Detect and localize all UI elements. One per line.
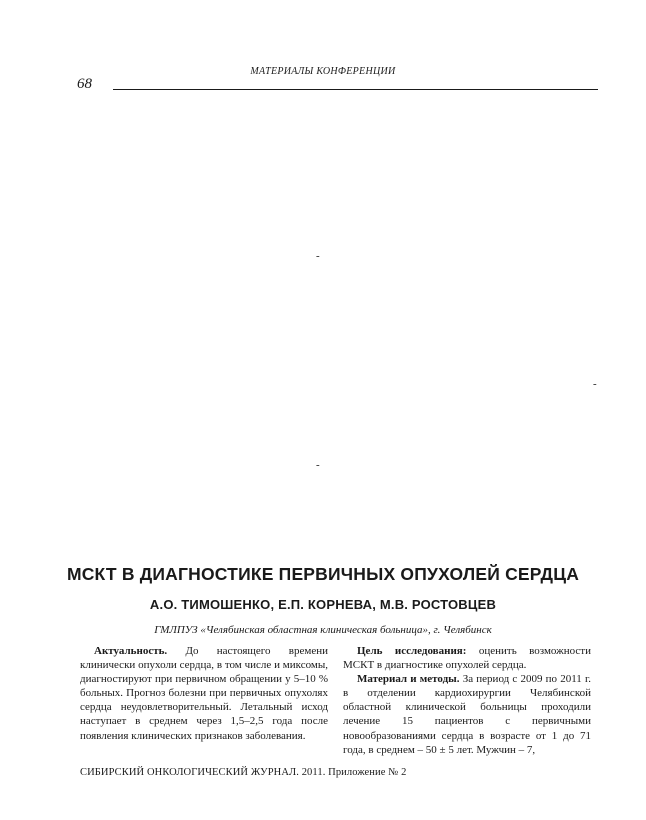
paragraph-methods [343, 672, 591, 757]
running-title: МАТЕРИАЛЫ КОНФЕРЕНЦИИ [250, 66, 396, 77]
stray-mark: - [316, 250, 320, 262]
stray-mark: - [593, 378, 597, 390]
article-title: МСКТ В ДИАГНОСТИКЕ ПЕРВИЧНЫХ ОПУХОЛЕЙ СЕРДЦА [66, 564, 580, 584]
paragraph-text: оценить возможности МСКТ в диагностике опухолей сердца. [343, 645, 591, 672]
paragraph-text: До настоящего времени клинически опухоли сердца, в том числе и миксомы, диагностируют при первичном обращении у 5–10 % больных. Прогноз болезни при первичных опухолях сердца неудовлетворительный. Летальный исход наступает в среднем через 1,5–2,5 года после появления клинических признаков заболевания. [80, 645, 328, 742]
page-number: 68 [77, 76, 92, 92]
article-authors: А.О. ТИМОШЕНКО, Е.П. КОРНЕВА, М.В. РОСТОВЦЕВ [149, 597, 497, 612]
article-affiliation: ГМЛПУЗ «Челябинская областная клиническая больница», г. Челябинск [154, 624, 492, 636]
paragraph-lead: Актуальность. [94, 645, 168, 657]
paragraph-lead: Материал и методы. [357, 673, 460, 686]
stray-mark: - [316, 459, 320, 471]
header-rule [113, 89, 598, 90]
journal-footer: СИБИРСКИЙ ОНКОЛОГИЧЕСКИЙ ЖУРНАЛ. 2011. Приложение № 2 [80, 767, 407, 778]
paragraph-lead: Цель исследования: [357, 645, 467, 657]
left-column [80, 644, 328, 743]
paragraph-relevance [80, 644, 328, 743]
right-column [343, 644, 591, 757]
paragraph-aim [343, 644, 591, 672]
paragraph-text: За период с 2009 по 2011 г. в отделении кардиохирургии Челябинской областной клинической больницы проходили лечение 15 пациентов с первичными новообразованиями сердца в возрасте от 1 до 71 года, в среднем – 50 ± 5 лет. Мужчин – 7, [343, 673, 591, 756]
